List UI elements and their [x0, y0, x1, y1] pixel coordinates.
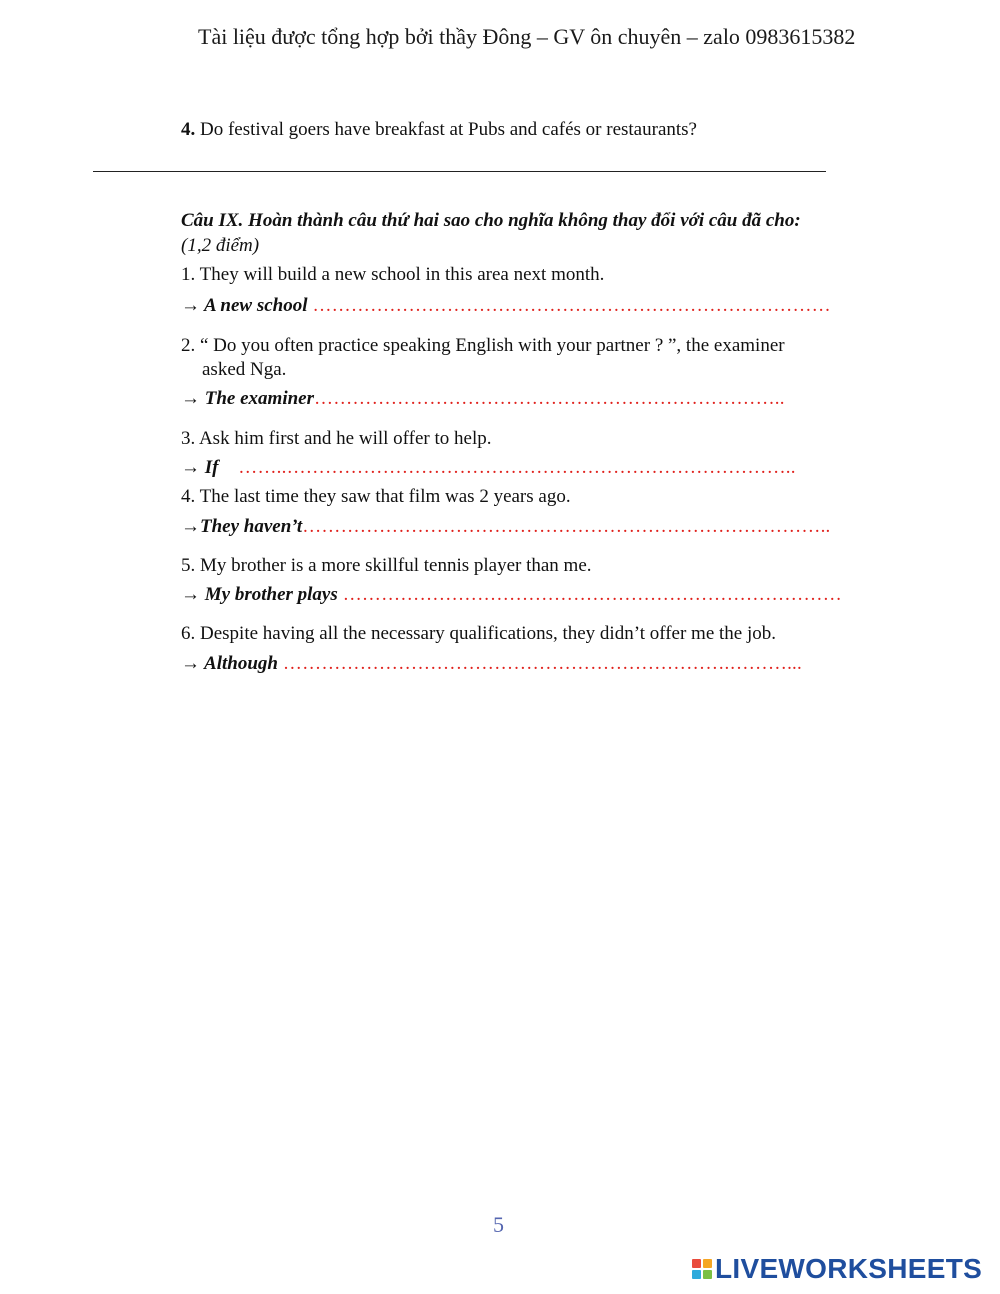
answer-blank-3[interactable]: ……..……………………………………………………………………..: [218, 457, 796, 478]
answer-prompt-6: → Although: [181, 653, 278, 674]
exercise-sentence-6: 6. Despite having all the necessary qualifications, they didn’t offer me the job.: [181, 623, 776, 644]
answer-line-1[interactable]: [181, 295, 831, 317]
answer-blank-1[interactable]: ………………………………………………………………………: [307, 295, 831, 316]
answer-line-4[interactable]: [181, 516, 831, 538]
answer-line-2[interactable]: [181, 388, 785, 410]
liveworksheets-logo-text: LIVEWORKSHEETS: [715, 1253, 983, 1284]
answer-line-5[interactable]: [181, 584, 842, 606]
previous-question: [181, 119, 697, 141]
answer-blank-4[interactable]: ………………………………………………………………………..: [302, 516, 831, 537]
answer-prompt-2: → The examiner: [181, 388, 314, 409]
answer-prompt-4: →They haven’t: [181, 516, 303, 537]
answer-prompt-1: → A new school: [181, 295, 308, 316]
exercise-sentence-2-continued: asked Nga.: [202, 359, 287, 380]
page-number: 5: [493, 1212, 504, 1237]
answer-prompt-5: → My brother plays: [181, 584, 338, 605]
exercise-sentence-5: 5. My brother is a more skillful tennis player than me.: [181, 555, 592, 576]
exercise-sentence-3: 3. Ask him first and he will offer to help.: [181, 428, 492, 449]
logo-tile-e: [703, 1270, 712, 1279]
divider-line: [93, 171, 826, 172]
page-header: Tài liệu được tổng hợp bởi thầy Đông – GV ôn chuyên – zalo 0983615382: [198, 24, 856, 49]
exercise-sentence-4: 4. The last time they saw that film was 2 years ago.: [181, 486, 571, 507]
exercise-sentence-2: 2. “ Do you often practice speaking English with your partner ? ”, the examiner: [181, 335, 785, 356]
question-number: 4.: [181, 119, 196, 140]
exercise-sentence-1: 1. They will build a new school in this area next month.: [181, 264, 605, 285]
answer-blank-2[interactable]: ………………………………………………………………..: [314, 388, 785, 409]
liveworksheets-logo[interactable]: [692, 1253, 982, 1285]
section-title: Câu IX. Hoàn thành câu thứ hai sao cho nghĩa không thay đổi với câu đã cho:: [181, 210, 801, 231]
answer-line-6[interactable]: [181, 653, 802, 675]
question-text: Do festival goers have breakfast at Pubs and cafés or restaurants?: [195, 119, 697, 140]
liveworksheets-logo-icon: [692, 1259, 712, 1279]
logo-tile-i: [703, 1259, 712, 1268]
answer-blank-5[interactable]: ……………………………………………………………………: [337, 584, 842, 605]
answer-prompt-3: → If: [181, 457, 219, 478]
section-points: (1,2 điểm): [181, 235, 260, 256]
answer-blank-6[interactable]: …………………………………………………………….………...: [277, 653, 802, 674]
answer-line-3[interactable]: [181, 457, 796, 479]
logo-tile-l: [692, 1259, 701, 1268]
logo-tile-v: [692, 1270, 701, 1279]
